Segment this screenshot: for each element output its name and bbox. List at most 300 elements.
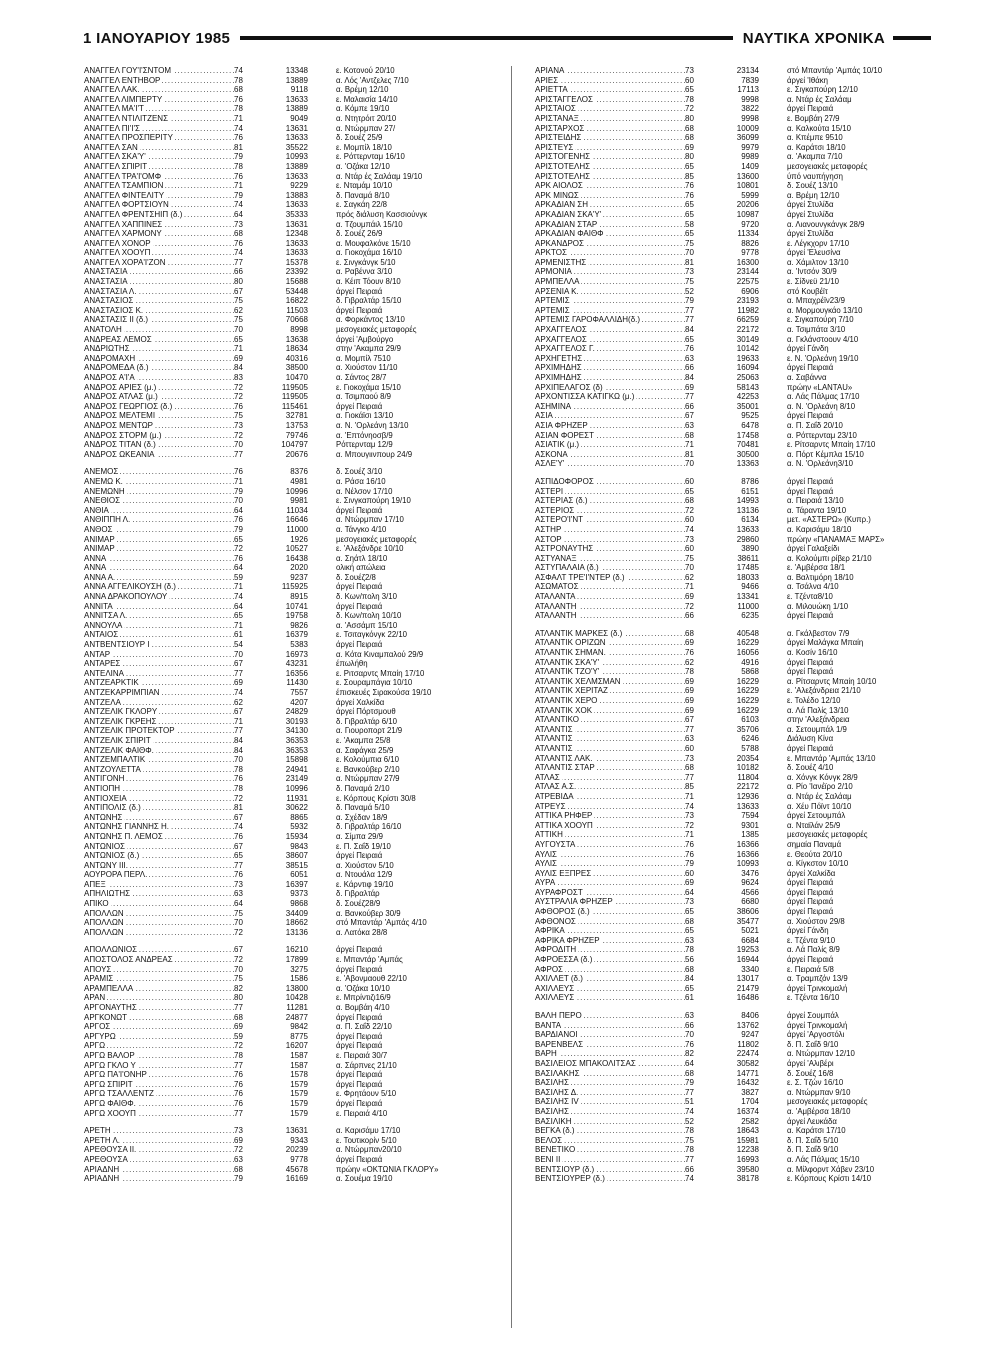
ship-row <box>535 734 939 744</box>
ship-row <box>535 563 939 573</box>
ship-row <box>84 650 488 660</box>
ship-row <box>84 803 488 813</box>
ship-name: ΑΡΑΜΙΣ <box>84 974 114 984</box>
build-year: 76 <box>685 849 694 859</box>
build-year: 67 <box>234 707 243 717</box>
build-year: 64 <box>685 887 694 897</box>
ship-name-cell <box>535 392 685 402</box>
build-year: 60 <box>685 868 694 878</box>
ship-row <box>535 782 939 792</box>
ship-name-cell <box>84 707 234 717</box>
ship-row <box>535 363 939 373</box>
ship-name-cell <box>535 563 685 573</box>
ship-name-cell <box>535 1155 685 1165</box>
ship-status: άργεί Πειραιά <box>336 1098 383 1108</box>
build-year: 77 <box>685 724 694 734</box>
ship-status: δ. Γιβραλτάρ 6/10 <box>336 716 397 726</box>
ship-row <box>535 696 939 706</box>
ship-name: ΒΑΣΙΛΑΚΗΣ <box>535 1068 580 1078</box>
ship-name-cell <box>84 842 234 852</box>
build-year: 77 <box>685 315 694 325</box>
ship-name: ΑΤΛΑΣ Α.Σ. <box>535 782 577 792</box>
ship-row <box>84 191 488 201</box>
ship-name-cell <box>535 573 685 583</box>
build-year: 69 <box>685 676 694 686</box>
ship-row <box>535 325 939 335</box>
ship-name: ΑΡΓΥΡΩ <box>84 1031 116 1041</box>
ship-status: ε. Λέγκχορν 17/10 <box>787 238 850 248</box>
build-year: 70 <box>234 440 243 450</box>
ship-status: α. Βρέμη 12/10 <box>336 85 389 95</box>
tonnage: 13633 <box>285 248 308 258</box>
tonnage: 4207 <box>290 697 308 707</box>
ship-name: ΑΝΑΤΟΛΗ <box>84 325 122 335</box>
ship-name-cell <box>535 383 685 393</box>
ship-name-cell <box>84 104 234 114</box>
ship-row <box>84 832 488 842</box>
ship-name: ΑΣΤΕΡΙ <box>535 486 564 496</box>
ship-status: μεσογειακές μεταφορές <box>787 1097 868 1107</box>
build-year: 75 <box>234 974 243 984</box>
ship-list-left-column <box>84 66 488 1328</box>
ship-name-cell <box>84 239 234 249</box>
ship-row <box>84 1041 488 1051</box>
ship-status: άργεί Πειραιά <box>336 945 383 955</box>
build-year: 65 <box>685 983 694 993</box>
ship-row <box>84 143 488 153</box>
ship-status: ε. 'Αβονμαουθ 22/10 <box>336 974 407 984</box>
ship-row <box>535 1136 939 1146</box>
tonnage: 16486 <box>736 993 759 1003</box>
ship-name-cell <box>535 515 685 525</box>
tonnage: 9998 <box>741 94 759 104</box>
ship-status: άργεί Στυλίδα <box>787 200 834 210</box>
build-year: 81 <box>685 257 694 267</box>
ship-name: ΑΡΙΑΝΑ <box>535 66 565 75</box>
ship-row <box>84 315 488 325</box>
ship-name-cell <box>535 1117 685 1127</box>
ship-row <box>535 76 939 86</box>
ship-status: α. Πειραιά 13/10 <box>787 496 844 506</box>
build-year: 77 <box>685 1087 694 1097</box>
ship-name-cell <box>535 239 685 249</box>
ship-status: δ. Παναμά 2/10 <box>336 783 390 793</box>
build-year: 68 <box>685 1068 694 1078</box>
ship-row <box>84 296 488 306</box>
ship-name: ΒΑΡΔΙΑΝΟΙ <box>535 1030 578 1040</box>
ship-row <box>535 1145 939 1155</box>
ship-group <box>535 477 939 621</box>
ship-status: μεσογειακές μεταφορές <box>336 325 417 335</box>
ship-row <box>535 85 939 95</box>
ship-name: ΑΝΤΖΕΛΙΚ ΠΡΟΤΕΚΤΟΡ <box>84 726 175 736</box>
ship-name: ΑΝΑΓΓΕΛ ΧΑΡΜΟΝΥ <box>84 229 162 239</box>
ship-status: άργεί Χαλκίδα <box>336 697 385 707</box>
ship-status: άργεί 'Αλιβέρι <box>787 1058 834 1068</box>
tonnage: 39580 <box>736 1164 759 1174</box>
build-year: 64 <box>685 1058 694 1068</box>
ship-name-cell <box>535 782 685 792</box>
tonnage: 8915 <box>290 592 308 602</box>
ship-name: ΑΝΤΖΕΚΑΡΡΙΜΠΙΑΝ <box>84 688 160 697</box>
ship-name-cell <box>535 811 685 821</box>
ship-status: άργεί Στυλίδα <box>787 229 834 239</box>
ship-name-cell <box>535 229 685 239</box>
header-rule-tail <box>893 36 931 40</box>
ship-row <box>535 869 939 879</box>
ship-name: ΑΡΙΣΤΑΓΓΕΛΟΣ <box>535 94 593 104</box>
ship-status: α. Χόνγκ Κόνγκ 28/9 <box>787 772 858 782</box>
ship-row <box>535 926 939 936</box>
ship-name-cell <box>535 1136 685 1146</box>
ship-row <box>84 373 488 383</box>
ship-name: ΑΣΙΑΝ ΦΟΡΕΣΤ <box>535 430 594 440</box>
tonnage: 9989 <box>741 152 759 162</box>
ship-row <box>535 888 939 898</box>
ship-name-cell <box>535 133 685 143</box>
ship-name-cell <box>84 335 234 345</box>
ship-name-cell <box>535 1040 685 1050</box>
build-year: 80 <box>685 152 694 162</box>
ship-name: ΑΝΤΖΕΛΙΚ ΣΠΙΡΙΤ <box>84 735 151 745</box>
build-year: 65 <box>685 334 694 344</box>
ship-name: ΑΝΑΓΓΕΛ ΣΠΙΡΙΤ <box>84 161 148 171</box>
ship-name: ΑΤΛΑΝΤΙΚ ΧΕΡΟ <box>535 696 598 705</box>
ship-row <box>84 1174 488 1184</box>
tonnage: 17458 <box>736 430 759 440</box>
ship-row <box>535 431 939 441</box>
ship-name-cell <box>84 592 234 602</box>
tonnage: 34409 <box>285 908 308 918</box>
build-year: 75 <box>685 277 694 287</box>
ship-row <box>535 907 939 917</box>
tonnage: 13348 <box>285 66 308 75</box>
ship-name: ΑΝΝΑ <box>84 563 107 573</box>
build-year: 78 <box>685 1145 694 1155</box>
build-year: 76 <box>234 1098 243 1108</box>
ship-row <box>84 1032 488 1042</box>
ship-name: ΑΝΑΓΓΕΛ ΛΙΜΠΕΡΤΥ <box>84 94 163 104</box>
ship-status: άργεί Πειραιά <box>787 657 834 667</box>
ship-status: ε. Θεούτα 20/10 <box>787 849 843 859</box>
tonnage: 25063 <box>736 373 759 382</box>
ship-name-cell <box>84 851 234 861</box>
build-year: 69 <box>685 705 694 715</box>
build-year: 56 <box>685 955 694 965</box>
ship-name: ΑΡΙΣΤΕΙΔΗΣ <box>535 133 582 143</box>
tonnage: 7839 <box>741 75 759 85</box>
ship-status: α. Λάς Πάλμας 15/10 <box>787 1154 860 1164</box>
build-year: 75 <box>234 411 243 421</box>
build-year: 76 <box>234 133 243 143</box>
tonnage: 6478 <box>741 420 759 430</box>
build-year: 76 <box>234 870 243 880</box>
ship-name-cell <box>84 736 234 746</box>
tonnage: 35477 <box>736 916 759 926</box>
build-year: 74 <box>685 1106 694 1116</box>
tonnage: 35522 <box>285 142 308 152</box>
ship-row <box>535 287 939 297</box>
ship-name: ΑΡΤΕΜΙΣ <box>535 305 570 315</box>
ship-row <box>84 1070 488 1080</box>
ship-name-cell <box>84 813 234 823</box>
ship-name-cell <box>535 878 685 888</box>
tonnage: 16300 <box>736 257 759 267</box>
ship-status: ε. Μομπίλ 18/10 <box>336 142 392 152</box>
ship-status: α. Ντώρμπαν 27/9 <box>336 774 400 784</box>
tonnage: 40548 <box>736 628 759 638</box>
ship-row <box>84 1022 488 1032</box>
ship-name-cell <box>84 794 234 804</box>
ship-name-cell <box>535 582 685 592</box>
ship-name: ΑΝΑΣΤΑΣΙΑ Λ. <box>84 286 137 296</box>
ship-name-cell <box>535 1030 685 1040</box>
build-year: 78 <box>234 104 243 114</box>
ship-row <box>84 611 488 621</box>
build-year: 66 <box>685 1164 694 1174</box>
build-year: 77 <box>234 726 243 736</box>
ship-row <box>84 582 488 592</box>
ship-status: α. Λός 'Αντζελες 7/10 <box>336 75 409 85</box>
tonnage: 40316 <box>285 353 308 363</box>
tonnage: 10987 <box>736 209 759 219</box>
ship-name: ΑΤΤΙΚΑ ΧΟΟΥΠ <box>535 820 593 830</box>
ship-status: ε. Πειραιά 5/8 <box>787 964 834 974</box>
build-year: 59 <box>234 1031 243 1041</box>
ship-name: ΑΝΤΙΟΠΗ <box>84 783 120 793</box>
ship-status: α. Σάντος 28/7 <box>336 373 387 382</box>
ship-row <box>535 811 939 821</box>
ship-name-cell <box>84 899 234 909</box>
ship-name: ΑΤΑΛΑΝΤΗ <box>535 601 577 611</box>
ship-status: ε. Πειραιά 4/10 <box>336 1108 388 1118</box>
ship-name-cell <box>84 746 234 756</box>
build-year: 77 <box>685 392 694 402</box>
tonnage: 1587 <box>290 1060 308 1070</box>
ship-name: ΑΟΥΡΟΡΑ ΠΕΡΛ. <box>84 870 148 880</box>
ship-name: ΑΤΛΑΝΤΙΚ ΣΗΜΑΝ. <box>535 648 606 658</box>
tonnage: 16366 <box>736 839 759 849</box>
ship-name: ΑΤΛΑΝΤΙΚ ΧΟΚ <box>535 705 593 715</box>
tonnage: 9118 <box>290 85 308 95</box>
ship-row <box>84 621 488 631</box>
ship-status: ε. Κολούμπια 6/10 <box>336 755 399 765</box>
ship-name: ΑΝΑΓΓΕΛ ΤΡΑ'Ι'ΟΜΦ <box>84 171 162 181</box>
build-year: 76 <box>234 1079 243 1089</box>
ship-name: ΑΡΙΣΤΟΤΕΛΗΣ <box>535 171 591 181</box>
tonnage: 9624 <box>741 878 759 888</box>
ship-status: ε. Βανκούβερ 2/10 <box>336 764 400 774</box>
ship-row <box>535 373 939 383</box>
ship-status: δ. Π. Σαΐδ 5/10 <box>787 1135 839 1145</box>
tonnage: 53448 <box>285 286 308 296</box>
ship-row <box>535 104 939 114</box>
ship-status: άργεί 'Αργοστόλι <box>787 1030 845 1040</box>
ship-name-cell <box>535 1088 685 1098</box>
tonnage: 1409 <box>741 161 759 171</box>
ship-name-cell <box>84 172 234 182</box>
ship-name: ΒΑΣΙΛΗΣ <box>535 1078 569 1088</box>
ship-name-cell <box>84 467 234 477</box>
tonnage: 1579 <box>290 1108 308 1118</box>
ship-status: άργεί Σουμπάλ <box>787 1011 839 1020</box>
ship-name: ΒΑΛΗ ΠΕΡΟ <box>535 1011 582 1020</box>
tonnage: 16944 <box>736 955 759 965</box>
ship-name: ΑΡΧΗΓΕΤΗΣ <box>535 353 583 363</box>
ship-row <box>84 870 488 880</box>
ship-name: ΑΡΓΩ ΣΠΙΡΙΤ <box>84 1079 133 1089</box>
build-year: 79 <box>234 190 243 200</box>
tonnage: 5383 <box>290 640 308 650</box>
ship-name-cell <box>535 104 685 114</box>
ship-row <box>84 1165 488 1175</box>
tonnage: 6051 <box>290 870 308 880</box>
build-year: 60 <box>685 544 694 554</box>
ship-row <box>84 66 488 76</box>
ship-status: α. Νέλσον 17/10 <box>336 486 393 496</box>
build-year: 65 <box>234 534 243 544</box>
ship-row <box>84 698 488 708</box>
ship-name-cell <box>84 487 234 497</box>
ship-name: ΑΝΤΑΙΟΣ <box>84 630 119 640</box>
ship-status: άργεί Πειραιά <box>336 401 383 411</box>
build-year: 65 <box>685 229 694 239</box>
ship-status: άργεί Πειραιά <box>336 1070 383 1080</box>
ship-name-cell <box>535 773 685 783</box>
ship-row <box>535 248 939 258</box>
ship-name-cell <box>84 669 234 679</box>
ship-name-cell <box>84 258 234 268</box>
ship-row <box>84 794 488 804</box>
ship-name: ΑΝΑΓΓΕΛ ΦΟΡΤΣΙΟΥΝ <box>84 200 169 210</box>
ship-row <box>84 842 488 852</box>
ship-row <box>84 277 488 287</box>
ship-name-cell <box>535 477 685 487</box>
ship-name: ΑΝΤΙΠΟΛΙΣ (δ.) <box>84 803 141 813</box>
ship-name-cell <box>535 535 685 545</box>
tonnage: 9720 <box>741 219 759 229</box>
ship-name-cell <box>535 1165 685 1175</box>
ship-name: ΑΤΑΛΑΝΤΑ <box>535 592 576 602</box>
ship-name-cell <box>84 306 234 316</box>
ship-row <box>535 487 939 497</box>
ship-name: ΑΣΤΗΡ <box>535 524 562 534</box>
build-year: 65 <box>234 334 243 344</box>
tonnage: 9301 <box>741 820 759 830</box>
ship-status: α. Πόρτ Κέμπλα 15/10 <box>787 449 864 459</box>
ship-name: ΑΡΙΣΤΟΤΕΛΗΣ <box>535 161 591 171</box>
ship-name: ΑΡΙΕΤΤΑ <box>535 85 568 95</box>
tonnage: 11034 <box>286 505 308 515</box>
ship-name-cell <box>535 335 685 345</box>
ship-name-cell <box>84 602 234 612</box>
ship-name: ΑΝΤΖΕΛΙΚ ΓΚΡΕΗΣ <box>84 716 157 726</box>
ship-status: ε. Τσιταγκόνγκ 22/10 <box>336 630 408 640</box>
ship-row <box>84 515 488 525</box>
ship-name: ΑΝΔΡΟΜΕΔΑ (δ.) <box>84 363 149 373</box>
ship-status: ε. Σ. Τζών 16/10 <box>787 1078 844 1088</box>
build-year: 72 <box>234 1145 243 1155</box>
build-year: 71 <box>234 181 243 191</box>
ship-row <box>535 354 939 364</box>
tonnage: 11982 <box>737 305 759 315</box>
build-year: 78 <box>234 161 243 171</box>
tonnage: 1587 <box>290 1050 308 1060</box>
ship-name: ΑΝΔΡΟΣ Α'Ι'Α <box>84 373 135 382</box>
tonnage: 23193 <box>736 296 759 306</box>
ship-row <box>535 792 939 802</box>
ship-name-cell <box>535 897 685 907</box>
ship-name-cell <box>535 1126 685 1136</box>
ship-row <box>84 1136 488 1146</box>
ship-name-cell <box>84 392 234 402</box>
ship-name: ΑΤΛΑΝΤΙΚ ΧΕΛΜΣΜΑΝ <box>535 676 621 686</box>
ship-status: α. Σετουμπάλ 1/9 <box>787 724 847 734</box>
ship-status: α. Καράτσι 18/10 <box>787 142 846 152</box>
ship-row <box>535 181 939 191</box>
ship-status: Διάλυση Κίνα <box>787 734 834 744</box>
tonnage: 16229 <box>736 676 759 686</box>
build-year: 67 <box>685 715 694 725</box>
ship-status: α. Ν. 'Ορλεάνη3/10 <box>787 459 853 469</box>
ship-name-cell <box>84 450 234 460</box>
ship-status: α. Σουέμα 19/10 <box>336 1174 393 1184</box>
tonnage: 35333 <box>285 209 308 219</box>
tonnage: 30500 <box>736 449 759 459</box>
ship-name: ΑΧΙΛΛΕΥΣ <box>535 983 575 993</box>
ship-name: ΑΝΤΖΕΑΡΚΤΙΚ <box>84 678 139 688</box>
ship-row <box>535 124 939 134</box>
ship-status: άργεί Πειραιά <box>787 486 834 496</box>
build-year: 68 <box>685 916 694 926</box>
ship-name-cell <box>535 344 685 354</box>
ship-name: ΑΧΙΛΛΕΥΣ <box>535 993 575 1003</box>
ship-status: α. Π. Σαΐδ 22/10 <box>336 1022 392 1032</box>
ship-row <box>535 335 939 345</box>
ship-name-cell <box>84 678 234 688</box>
ship-name: ΑΡΜΠΕΛΛΑ <box>535 277 580 287</box>
ship-name: ΒΕΓΚΑ (δ.) <box>535 1126 575 1136</box>
ship-status: α. Ντώρμπαν20/10 <box>336 1145 402 1155</box>
ship-name: ΑΣΤΡΟΝΑΥΤΗΣ <box>535 544 594 554</box>
ship-status: ε. 'Αμβέρσα 18/1 <box>787 563 846 573</box>
ship-name: ΑΥΛΙΣ <box>535 849 557 859</box>
tonnage: 13762 <box>736 1020 759 1030</box>
ship-name: ΑΝΤΩΝΗΣ Π. ΛΕΜΟΣ <box>84 831 163 841</box>
ship-name: ΑΤΡΕΒΙΔΑ <box>535 791 574 801</box>
ship-row <box>535 573 939 583</box>
build-year: 67 <box>685 411 694 421</box>
ship-row <box>84 573 488 583</box>
ship-status: άργεί Πειραιά <box>336 1079 383 1089</box>
ship-row <box>84 85 488 95</box>
ship-status: α. Ντάρ ές Σαλάαμ <box>787 791 852 801</box>
ship-status: α. Ντάρ ές Σαλάαμ <box>787 94 852 104</box>
ship-name-cell <box>535 869 685 879</box>
ship-name-cell <box>535 907 685 917</box>
ship-status: α. Σαφάγκα 25/9 <box>336 745 394 755</box>
tonnage: 22575 <box>736 277 759 287</box>
ship-row <box>535 993 939 1003</box>
ship-name-cell <box>535 411 685 421</box>
ship-status: α. Κέιπ Τόουν 8/10 <box>336 277 401 287</box>
ship-name-cell <box>535 440 685 450</box>
tonnage: 43231 <box>285 659 308 669</box>
ship-name: ΑΝΑΓΓΕΛ ΛΑΚ. <box>84 85 140 95</box>
build-year: 81 <box>685 449 694 459</box>
ship-row <box>535 715 939 725</box>
build-year: 68 <box>234 1012 243 1022</box>
